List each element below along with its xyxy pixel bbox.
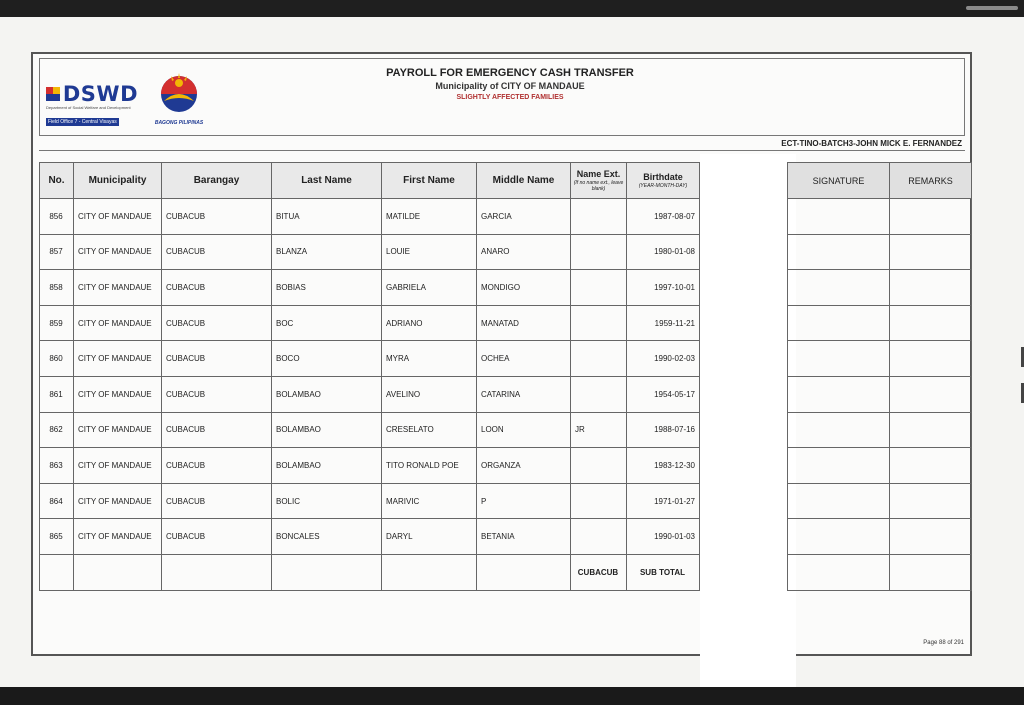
cell-no: 857 <box>40 234 74 270</box>
cell-last-name: BOC <box>272 305 382 341</box>
remarks-cell[interactable] <box>890 483 972 519</box>
signature-row <box>788 305 972 341</box>
cell-middle-name: MANATAD <box>477 305 571 341</box>
cell-no: 858 <box>40 270 74 306</box>
bagong-pilipinas-logo <box>148 71 210 126</box>
remarks-cell[interactable] <box>890 412 972 448</box>
cell-name-ext <box>571 376 627 412</box>
remarks-cell[interactable] <box>890 305 972 341</box>
cell-name-ext <box>571 519 627 555</box>
signature-row <box>788 519 972 555</box>
cell-barangay: CUBACUB <box>162 305 272 341</box>
cell-last-name: BOLAMBAO <box>272 376 382 412</box>
cell-barangay: CUBACUB <box>162 341 272 377</box>
table-row <box>40 234 700 270</box>
batch-divider <box>39 150 965 151</box>
cell-barangay: CUBACUB <box>162 412 272 448</box>
cell-birthdate: 1959-11-21 <box>627 305 700 341</box>
remarks-cell[interactable] <box>890 199 972 235</box>
cell-name-ext <box>571 270 627 306</box>
remarks-cell[interactable] <box>890 554 972 590</box>
signature-cell[interactable] <box>788 199 890 235</box>
cell-barangay: CUBACUB <box>162 519 272 555</box>
cell-barangay: CUBACUB <box>162 270 272 306</box>
signature-row <box>788 412 972 448</box>
cell-birthdate: 1971-01-27 <box>627 483 700 519</box>
cell-birthdate: 1980-01-08 <box>627 234 700 270</box>
signature-row <box>788 554 972 590</box>
dswd-mark-icon <box>46 87 60 101</box>
cell-first-name: AVELINO <box>382 376 477 412</box>
signature-row <box>788 199 972 235</box>
name-ext-note: (If no name ext., leave blank) <box>573 180 624 192</box>
signature-row <box>788 376 972 412</box>
beneficiary-table <box>39 162 700 591</box>
cell-middle-name: MONDIGO <box>477 270 571 306</box>
cell-municipality: CITY OF MANDAUE <box>74 305 162 341</box>
cell-no: 862 <box>40 412 74 448</box>
remarks-cell[interactable] <box>890 234 972 270</box>
col-header-barangay: Barangay <box>162 163 272 199</box>
cell-name-ext <box>571 234 627 270</box>
cell-name-ext <box>571 483 627 519</box>
signature-table <box>787 162 972 591</box>
cell-municipality: CITY OF MANDAUE <box>74 376 162 412</box>
cell-name-ext <box>571 341 627 377</box>
cell-name-ext <box>571 448 627 484</box>
signature-cell[interactable] <box>788 341 890 377</box>
remarks-cell[interactable] <box>890 270 972 306</box>
cell-first-name: ADRIANO <box>382 305 477 341</box>
subtotal-row <box>40 554 700 590</box>
birthdate-note: (YEAR-MONTH-DAY) <box>638 183 688 189</box>
cell-no: 864 <box>40 483 74 519</box>
dswd-logo <box>46 84 138 128</box>
table-row <box>40 412 700 448</box>
table-row <box>40 448 700 484</box>
cell-first-name: MATILDE <box>382 199 477 235</box>
cell-middle-name: BETANIA <box>477 519 571 555</box>
table-row <box>40 305 700 341</box>
table-row <box>40 376 700 412</box>
cell-barangay: CUBACUB <box>162 448 272 484</box>
cell-empty <box>477 554 571 590</box>
cell-birthdate: 1990-02-03 <box>627 341 700 377</box>
cell-middle-name: ORGANZA <box>477 448 571 484</box>
signature-cell[interactable] <box>788 305 890 341</box>
col-header-name-ext <box>571 163 627 199</box>
table-row <box>40 341 700 377</box>
signature-row <box>788 234 972 270</box>
signature-row <box>788 341 972 377</box>
cell-first-name: MARIVIC <box>382 483 477 519</box>
cell-name-ext <box>571 305 627 341</box>
signature-cell[interactable] <box>788 519 890 555</box>
category-label: SLIGHTLY AFFECTED FAMILIES <box>456 94 564 101</box>
payroll-frame <box>31 52 972 656</box>
cell-last-name: BOLAMBAO <box>272 448 382 484</box>
cell-municipality: CITY OF MANDAUE <box>74 270 162 306</box>
signature-cell[interactable] <box>788 412 890 448</box>
page-number: Page 88 of 291 <box>923 640 964 646</box>
signature-row <box>788 483 972 519</box>
cell-birthdate: 1954-05-17 <box>627 376 700 412</box>
payroll-header <box>39 58 965 136</box>
cell-birthdate: 1988-07-16 <box>627 412 700 448</box>
cell-last-name: BLANZA <box>272 234 382 270</box>
cell-first-name: DARYL <box>382 519 477 555</box>
dswd-subtitle: Department of Social Welfare and Development <box>46 105 131 110</box>
subtotal-label: SUB TOTAL <box>627 554 700 590</box>
col-header-municipality: Municipality <box>74 163 162 199</box>
signature-row <box>788 270 972 306</box>
col-header-middle-name: Middle Name <box>477 163 571 199</box>
remarks-cell[interactable] <box>890 341 972 377</box>
remarks-cell[interactable] <box>890 519 972 555</box>
signature-cell[interactable] <box>788 448 890 484</box>
cell-middle-name: OCHEA <box>477 341 571 377</box>
batch-label: ECT-TINO-BATCH3-JOHN MICK E. FERNANDEZ <box>781 139 962 148</box>
cell-barangay: CUBACUB <box>162 376 272 412</box>
cell-empty <box>272 554 382 590</box>
cell-barangay: CUBACUB <box>162 483 272 519</box>
title-block <box>300 67 720 101</box>
cell-municipality: CITY OF MANDAUE <box>74 483 162 519</box>
cell-last-name: BONCALES <box>272 519 382 555</box>
cell-last-name: BOBIAS <box>272 270 382 306</box>
cell-municipality: CITY OF MANDAUE <box>74 234 162 270</box>
cell-no: 859 <box>40 305 74 341</box>
signature-cell[interactable] <box>788 376 890 412</box>
cell-municipality: CITY OF MANDAUE <box>74 341 162 377</box>
municipality-subtitle: Municipality of CITY OF MANDAUE <box>435 81 585 91</box>
cell-name-ext: JR <box>571 412 627 448</box>
viewer-top-bar <box>0 0 1024 17</box>
col-header-no: No. <box>40 163 74 199</box>
cell-middle-name: CATARINA <box>477 376 571 412</box>
cell-middle-name: P <box>477 483 571 519</box>
cell-birthdate: 1990-01-03 <box>627 519 700 555</box>
remarks-cell[interactable] <box>890 448 972 484</box>
col-header-remarks: REMARKS <box>890 163 972 199</box>
remarks-cell[interactable] <box>890 376 972 412</box>
cell-empty <box>162 554 272 590</box>
cell-empty <box>74 554 162 590</box>
table-row <box>40 199 700 235</box>
cell-name-ext <box>571 199 627 235</box>
dswd-wordmark: DSWD <box>62 82 138 106</box>
signature-cell[interactable] <box>788 270 890 306</box>
viewer-bottom-bar <box>0 687 1024 705</box>
col-header-signature: SIGNATURE <box>788 163 890 199</box>
signature-cell[interactable] <box>788 554 890 590</box>
cell-municipality: CITY OF MANDAUE <box>74 412 162 448</box>
cell-no: 861 <box>40 376 74 412</box>
cell-no: 865 <box>40 519 74 555</box>
cell-no: 863 <box>40 448 74 484</box>
cell-no: 860 <box>40 341 74 377</box>
table-row <box>40 270 700 306</box>
table-header-row <box>40 163 700 199</box>
signature-cell[interactable] <box>788 483 890 519</box>
cell-first-name: CRESELATO <box>382 412 477 448</box>
cell-municipality: CITY OF MANDAUE <box>74 448 162 484</box>
window-handle[interactable] <box>966 6 1018 10</box>
cell-last-name: BOLIC <box>272 483 382 519</box>
subtotal-barangay: CUBACUB <box>571 554 627 590</box>
name-ext-label: Name Ext. <box>576 169 621 179</box>
cell-birthdate: 1987-08-07 <box>627 199 700 235</box>
payroll-title: PAYROLL FOR EMERGENCY CASH TRANSFER <box>386 67 634 79</box>
cell-last-name: BOCO <box>272 341 382 377</box>
cell-no: 856 <box>40 199 74 235</box>
page-fold-strip <box>700 154 796 694</box>
cell-first-name: GABRIELA <box>382 270 477 306</box>
cell-first-name: MYRA <box>382 341 477 377</box>
cell-last-name: BITUA <box>272 199 382 235</box>
table-row <box>40 483 700 519</box>
cell-municipality: CITY OF MANDAUE <box>74 519 162 555</box>
cell-middle-name: ANARO <box>477 234 571 270</box>
signature-cell[interactable] <box>788 234 890 270</box>
bagong-pilipinas-seal-icon <box>154 71 204 113</box>
birthdate-label: Birthdate <box>643 172 683 182</box>
cell-municipality: CITY OF MANDAUE <box>74 199 162 235</box>
cell-first-name: LOUIE <box>382 234 477 270</box>
cell-birthdate: 1983-12-30 <box>627 448 700 484</box>
col-header-first-name: First Name <box>382 163 477 199</box>
table-row <box>40 519 700 555</box>
document-page <box>0 17 1024 687</box>
bagong-pilipinas-label: BAGONG PILIPINAS <box>154 120 204 126</box>
cell-barangay: CUBACUB <box>162 234 272 270</box>
col-header-birthdate <box>627 163 700 199</box>
cell-birthdate: 1997-10-01 <box>627 270 700 306</box>
cell-empty <box>40 554 74 590</box>
signature-header-row <box>788 163 972 199</box>
cell-first-name: TITO RONALD POE <box>382 448 477 484</box>
cell-middle-name: GARCIA <box>477 199 571 235</box>
col-header-last-name: Last Name <box>272 163 382 199</box>
cell-barangay: CUBACUB <box>162 199 272 235</box>
cell-middle-name: LOON <box>477 412 571 448</box>
dswd-field-office: Field Office 7 - Central Visayas <box>48 119 117 125</box>
cell-last-name: BOLAMBAO <box>272 412 382 448</box>
signature-row <box>788 448 972 484</box>
cell-empty <box>382 554 477 590</box>
